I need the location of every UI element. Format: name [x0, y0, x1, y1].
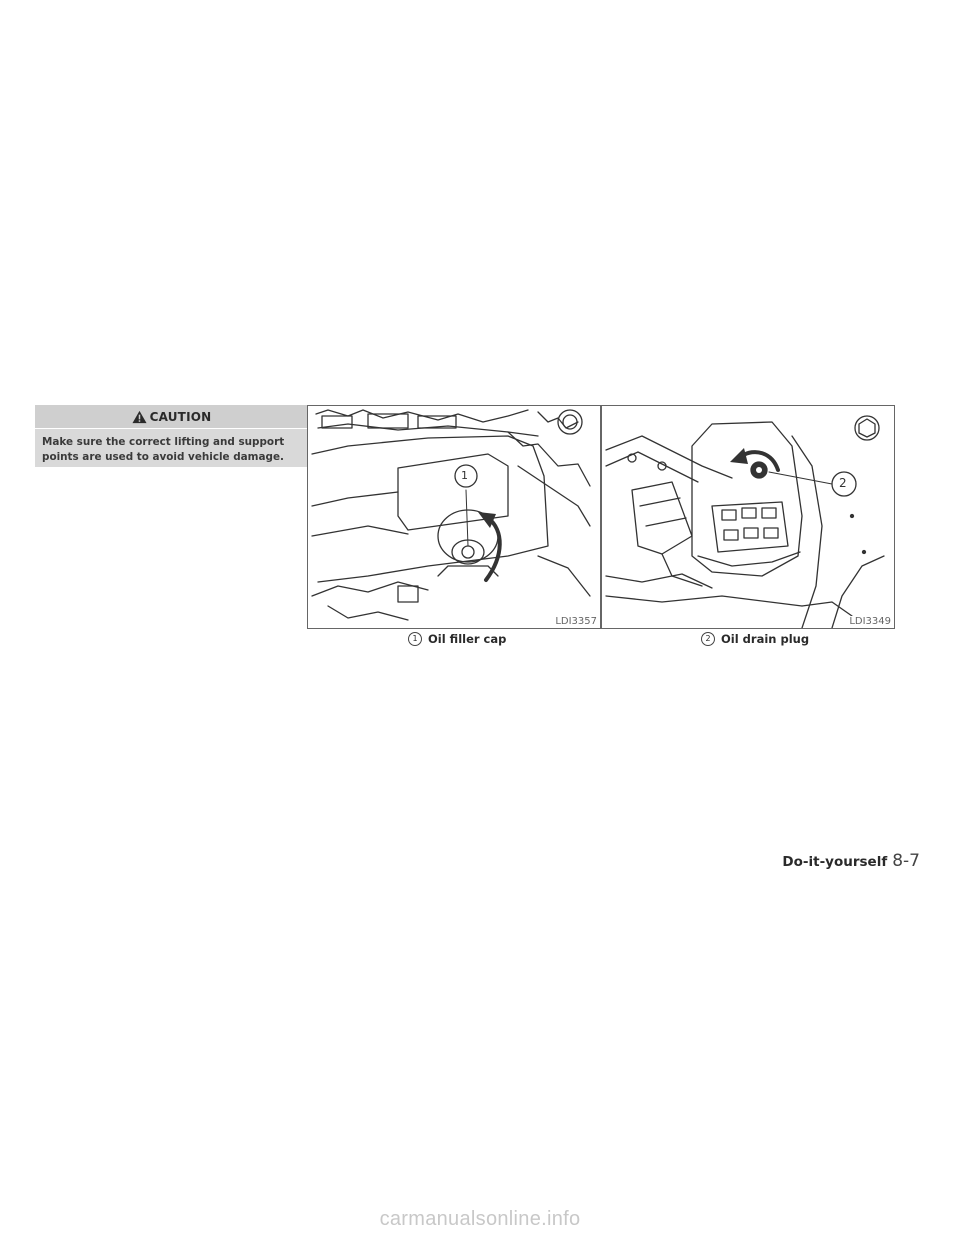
page-footer — [782, 851, 920, 871]
underbody-illustration — [602, 406, 894, 628]
figure-callout-number: 2 — [839, 476, 847, 490]
figure-code: LDI3349 — [849, 616, 891, 627]
figure-caption — [408, 632, 506, 646]
watermark: carmanualsonline.info — [379, 1208, 581, 1230]
caution-box — [35, 405, 308, 467]
caption-text: Oil drain plug — [721, 632, 810, 646]
engine-bay-illustration — [308, 406, 600, 628]
section-title: Do-it-yourself — [782, 854, 888, 870]
figure-oil-drain-plug — [601, 405, 895, 629]
caption-number: 1 — [408, 632, 422, 646]
caption-number: 2 — [701, 632, 715, 646]
figure-oil-filler-cap — [307, 405, 601, 629]
caption-text: Oil filler cap — [428, 632, 507, 646]
caution-text: Make sure the correct lifting and support points are used to avoid vehicle damage. — [42, 436, 285, 463]
figure-code: LDI3357 — [555, 616, 597, 627]
caution-header — [35, 405, 308, 429]
figure-caption — [701, 632, 809, 646]
caution-title: CAUTION — [149, 409, 212, 424]
warning-triangle-icon — [132, 410, 147, 424]
figure-callout-number: 1 — [461, 469, 468, 482]
page-number: 8-7 — [892, 851, 920, 871]
